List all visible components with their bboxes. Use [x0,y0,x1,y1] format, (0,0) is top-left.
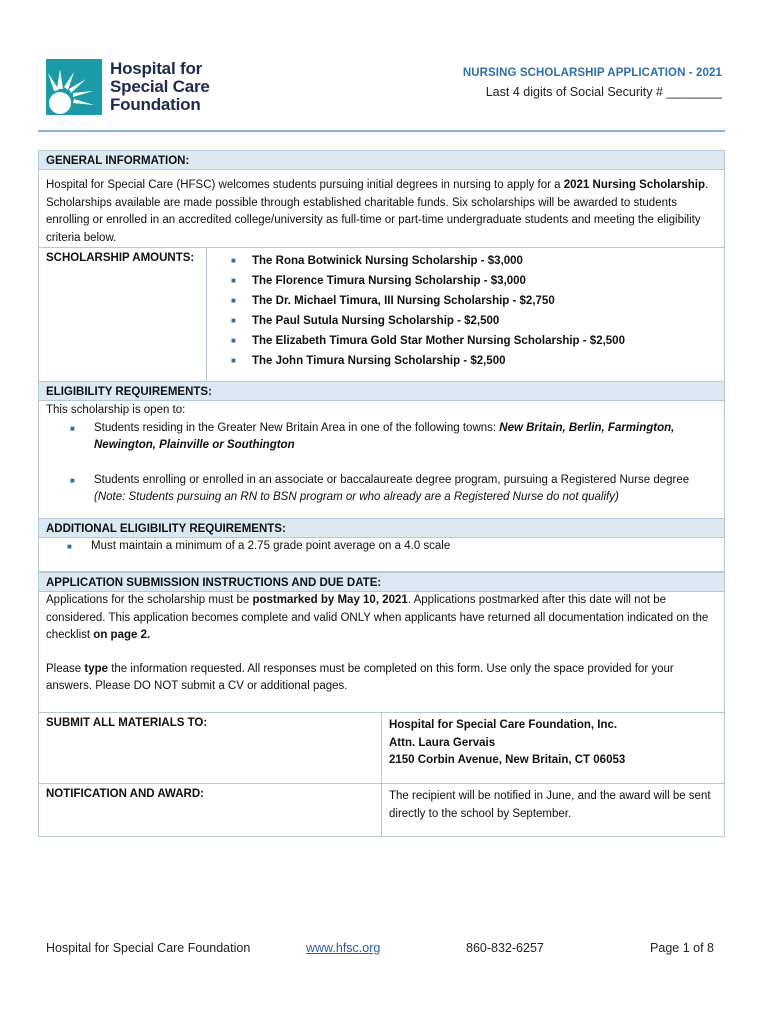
eligible-towns: New Britain, Berlin, Farmington, Newington, Plainville or Southington [94,421,675,451]
eligibility-text: Students residing in the Greater New Britain Area in one of the following towns: [94,421,500,434]
typing-instructions [39,661,724,696]
submission-body [38,592,725,712]
amounts-label: SCHOLARSHIP AMOUNTS: [39,248,207,385]
amount-text: The Rona Botwinick Nursing Scholarship - $3,000 [252,255,523,267]
amount-text: The Elizabeth Timura Gold Star Mother Nursing Scholarship - $2,500 [252,335,625,347]
logo-line: Special Care [110,77,210,96]
intro-text: . Scholarships available are made possible through established charitable funds. Six scholarships will be awarded to students enrolling or enrolled in an accredited college/university as full-time or part-time undergraduate students and meeting the eligibility criteria below. [46,179,709,244]
website-link[interactable]: www.hfsc.org [306,941,381,955]
section-heading: ELIGIBILITY REQUIREMENTS: [38,381,725,401]
list-item [231,252,625,272]
submission-text: Applications for the scholarship must be [46,594,253,606]
instruction-text: Please [46,662,85,675]
page-footer [46,941,714,955]
scholarship-amounts [39,247,724,385]
list-item [231,272,625,292]
amount-text: The Dr. Michael Timura, III Nursing Scholarship - $2,750 [252,295,555,307]
square-bullet-icon: ■ [231,276,236,285]
header-divider [38,130,725,132]
gpa-requirement: Must maintain a minimum of a 2.75 grade point average on a 4.0 scale [91,540,451,552]
footer-phone: 860-832-6257 [466,941,544,955]
eligibility-text: Students enrolling or enrolled in an associate or baccalaureate degree program, pursuing a Registered Nurse degree [94,473,690,486]
logo-line: Foundation [110,95,201,114]
address-line: 2150 Corbin Avenue, New Britain, CT 06053 [389,754,626,766]
section-heading: GENERAL INFORMATION: [38,150,725,170]
foundation-logo [46,59,210,115]
submission-text: . Applications postmarked after this date will not be considered. This application becomes complete and valid ONLY when applicants have returned all documentation indicated on the checklist [46,594,709,641]
footer-org: Hospital for Special Care Foundation [46,941,251,955]
deadline-text: postmarked by May 10, 2021 [252,594,408,606]
logo-line: Hospital for [110,59,203,78]
additional-eligibility-body [38,538,725,572]
square-bullet-icon: ■ [231,356,236,365]
page-number: Page 1 of 8 [650,941,714,955]
document-header [463,67,722,99]
instruction-text: the information requested. All responses must be completed on this form. Use only the space provided for your answers. Please DO NOT submit a CV or additional pages. [46,662,674,692]
square-bullet-icon: ■ [231,256,236,265]
notification-label: NOTIFICATION AND AWARD: [39,784,382,836]
square-bullet-icon: ■ [67,542,72,551]
list-item [231,332,625,352]
table-row [39,784,724,836]
logo-wordmark [110,60,210,114]
address-line: Hospital for Special Care Foundation, Inc. [389,719,618,731]
table-row [39,713,724,784]
list-item [231,312,625,332]
square-bullet-icon: ■ [231,316,236,325]
page-reference: on page 2. [93,629,151,641]
sunburst-logo-icon [46,59,102,115]
list-item [231,352,625,372]
submission-paragraph [39,592,724,645]
amount-text: The Florence Timura Nursing Scholarship - $3,000 [252,275,526,287]
general-information-section [38,150,725,386]
ssn-field-line[interactable]: Last 4 digits of Social Security # ________ [485,85,722,99]
eligibility-section [38,381,725,521]
intro-text: Hospital for Special Care (HFSC) welcomes students pursuing initial degrees in nursing to apply for a [46,179,564,191]
submit-label: SUBMIT ALL MATERIALS TO: [39,713,382,783]
list-item [39,538,724,556]
submit-materials-table [38,712,725,837]
section-heading: APPLICATION SUBMISSION INSTRUCTIONS AND DUE DATE: [38,572,725,592]
eligibility-body [38,401,725,521]
additional-eligibility-section [38,518,725,572]
list-item [231,292,625,312]
intro-bold-text: 2021 Nursing Scholarship [563,179,705,191]
notification-text: The recipient will be notified in June, and the award will be sent directly to the school by September. [389,790,711,820]
square-bullet-icon: ■ [70,423,75,433]
square-bullet-icon: ■ [231,336,236,345]
amount-text: The Paul Sutula Nursing Scholarship - $2,500 [252,315,500,327]
list-item [39,420,724,455]
section-heading: ADDITIONAL ELIGIBILITY REQUIREMENTS: [38,518,725,538]
eligibility-note: (Note: Students pursuing an RN to BSN program or who already are a Registered Nurse do not qualify) [94,491,619,503]
eligibility-lead: This scholarship is open to: [46,404,186,416]
address-line: Attn. Laura Gervais [389,736,496,749]
general-information-body [38,170,725,386]
amount-text: The John Timura Nursing Scholarship - $2,500 [252,355,506,367]
application-title: NURSING SCHOLARSHIP APPLICATION - 2021 [462,67,722,79]
list-item [39,472,724,507]
submission-section [38,572,725,712]
mailing-address [382,713,724,783]
general-intro-text [39,170,724,247]
square-bullet-icon: ■ [70,475,75,485]
square-bullet-icon: ■ [231,296,236,305]
amounts-list [207,248,625,385]
instruction-bold: type [84,662,109,675]
